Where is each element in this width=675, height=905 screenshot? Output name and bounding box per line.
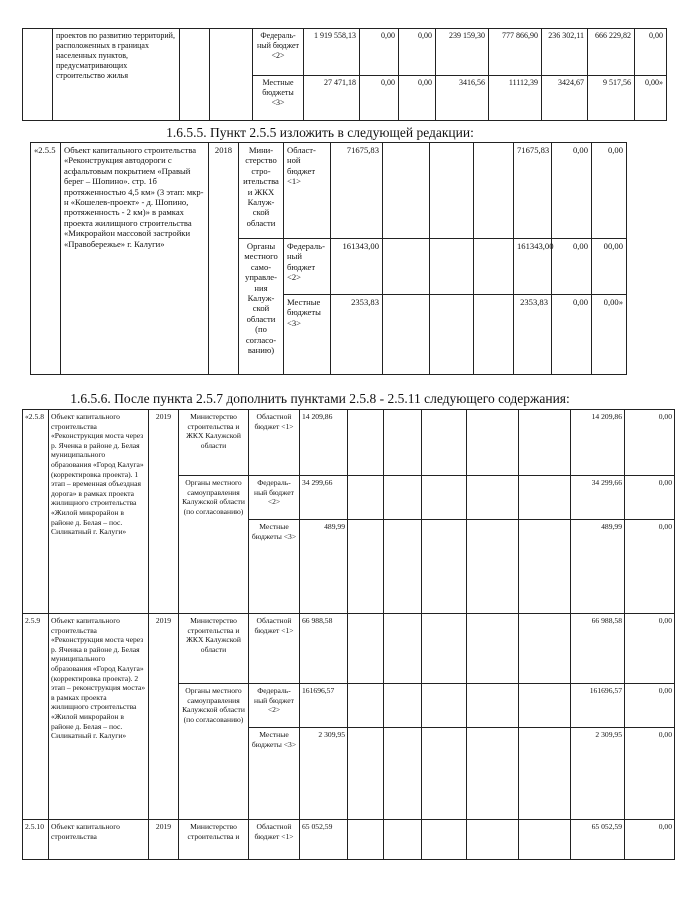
executor-cell: Министерство строительства и ЖКХ Калужской области xyxy=(179,410,249,476)
object-name-cell: проектов по развитию территорий, расположенных в границах населенных пунктов, предусматривающих строительство жилья xyxy=(53,29,180,121)
value-cell: 0,00 xyxy=(625,614,675,684)
value-cell: 0,00 xyxy=(625,410,675,476)
empty-cell xyxy=(180,29,210,121)
value-cell: 0,00 xyxy=(625,728,675,820)
item-number: «2.5.8 xyxy=(23,410,49,614)
value-cell: 161696,57 xyxy=(571,684,625,728)
value-cell: 489,99 xyxy=(571,520,625,614)
source-cell: Местные бюджеты <3> xyxy=(249,520,300,614)
source-cell: Местные бюджеты <3> xyxy=(253,76,304,121)
empty-cell xyxy=(422,728,467,820)
empty-cell xyxy=(384,728,422,820)
section-heading-1: 1.6.5.5. Пункт 2.5.5 изложить в следующей редакции: xyxy=(166,125,474,140)
value-cell: 11112,39 xyxy=(489,76,542,121)
total-cell: 2353,83 xyxy=(331,295,383,375)
value-cell: 0,00 xyxy=(552,295,592,375)
executor-cell: Министерство строительства и xyxy=(179,820,249,860)
value-cell: 0,00 xyxy=(399,76,436,121)
empty-cell xyxy=(383,143,430,239)
empty-cell xyxy=(519,820,571,860)
empty-cell xyxy=(422,684,467,728)
empty-cell xyxy=(467,820,519,860)
empty-cell xyxy=(384,684,422,728)
empty-cell xyxy=(519,684,571,728)
value-cell: 0,00 xyxy=(360,29,399,76)
total-cell: 65 052,59 xyxy=(300,820,348,860)
empty-cell xyxy=(348,476,384,520)
empty-cell xyxy=(430,143,474,239)
source-cell: Федераль-ный бюджет <2> xyxy=(249,476,300,520)
value-cell: 0,00 xyxy=(625,684,675,728)
value-cell: 3424,67 xyxy=(542,76,588,121)
value-cell: 2353,83 xyxy=(514,295,552,375)
empty-cell xyxy=(519,728,571,820)
executor-cell: Министерство строительства и ЖКХ Калужской области xyxy=(179,614,249,684)
item-number: 2.5.9 xyxy=(23,614,49,820)
object-name-cell: Объект капитального строительства «Реконструкция моста через р. Яченка в районе д. Белая муниципального образования «Город Калуга» (корректировка проекта). 1 этап – временная объездная дорога» в рамках проекта жилищного строительства «Жилой микрорайон в районе д. Белая – пос. Силикатный г. Калуги» xyxy=(49,410,149,614)
table-items-2-5-8-to-2-5-10 xyxy=(22,409,675,860)
empty-cell xyxy=(348,728,384,820)
value-cell: 0,00 xyxy=(635,29,667,76)
source-cell: Местные бюджеты <3> xyxy=(284,295,331,375)
empty-cell xyxy=(348,520,384,614)
value-cell: 0,00 xyxy=(625,476,675,520)
executor-cell: Органы местного самоуправления Калужской области (по согласованию) xyxy=(179,684,249,820)
year-cell: 2019 xyxy=(149,614,179,820)
object-name-cell: Объект капитального строительства «Реконструкция моста через р. Яченка в районе д. Белая муниципального образования «Город Калуга» (корректировка проекта). 2 этап – реконструкция моста» в рамках проекта жилищного строительства «Жилой микрорайон в районе д. Белая – пос. Силикатный г. Калуги» xyxy=(49,614,149,820)
value-cell: 66 988,58 xyxy=(571,614,625,684)
empty-cell xyxy=(384,520,422,614)
year-cell: 2018 xyxy=(209,143,239,375)
source-cell: Област-ной бюджет <1> xyxy=(284,143,331,239)
object-name-cell: Объект капитального строительства «Реконструкция автодороги с асфальтовым покрытием «Правый берег – Шопино». стр. 1б протяженностью 4,5 км» (3 этап: мкр-н «Кошелев-проект» - д. Шопино, протяженность - 2 км)» в рамках проекта жилищного строительства «Микрорайон массовой застройки «Правобережье» г. Калуги» xyxy=(61,143,209,375)
top-table xyxy=(22,28,667,121)
empty-cell xyxy=(467,728,519,820)
source-cell: Областной бюджет <1> xyxy=(249,410,300,476)
year-cell: 2019 xyxy=(149,410,179,614)
empty-cell xyxy=(348,410,384,476)
empty-cell xyxy=(519,410,571,476)
empty-cell xyxy=(23,29,53,121)
empty-cell xyxy=(384,614,422,684)
empty-cell xyxy=(467,476,519,520)
empty-cell xyxy=(422,476,467,520)
value-cell: 0,00» xyxy=(635,76,667,121)
empty-cell xyxy=(467,614,519,684)
total-cell: 66 988,58 xyxy=(300,614,348,684)
table-item-2-5-5 xyxy=(30,142,627,375)
empty-cell xyxy=(348,614,384,684)
empty-cell xyxy=(384,476,422,520)
value-cell: 0,00 xyxy=(625,820,675,860)
year-cell: 2019 xyxy=(149,820,179,860)
item-number: 2.5.10 xyxy=(23,820,49,860)
empty-cell xyxy=(430,239,474,295)
value-cell: 9 517,56 xyxy=(588,76,635,121)
source-cell: Федераль-ный бюджет <2> xyxy=(249,684,300,728)
total-cell: 71675,83 xyxy=(331,143,383,239)
value-cell: 777 866,90 xyxy=(489,29,542,76)
total-cell: 161696,57 xyxy=(300,684,348,728)
empty-cell xyxy=(422,820,467,860)
source-cell: Федераль-ный бюджет <2> xyxy=(284,239,331,295)
value-cell: 71675,83 xyxy=(514,143,552,239)
total-cell: 14 209,86 xyxy=(300,410,348,476)
value-cell: 666 229,82 xyxy=(588,29,635,76)
source-cell: Областной бюджет <1> xyxy=(249,820,300,860)
value-cell: 1 919 558,13 xyxy=(304,29,360,76)
executor-cell: Мини-стерство стро-ительства и ЖКХ Калуж-ской области xyxy=(239,143,284,239)
empty-cell xyxy=(474,239,514,295)
empty-cell xyxy=(467,684,519,728)
value-cell: 236 302,11 xyxy=(542,29,588,76)
empty-cell xyxy=(519,476,571,520)
empty-cell xyxy=(430,295,474,375)
empty-cell xyxy=(348,684,384,728)
empty-cell xyxy=(474,295,514,375)
empty-cell xyxy=(422,410,467,476)
value-cell: 65 052,59 xyxy=(571,820,625,860)
total-cell: 489,99 xyxy=(300,520,348,614)
empty-cell xyxy=(383,295,430,375)
empty-cell xyxy=(474,143,514,239)
empty-cell xyxy=(348,820,384,860)
empty-cell xyxy=(422,520,467,614)
value-cell: 34 299,66 xyxy=(571,476,625,520)
value-cell: 0,00 xyxy=(399,29,436,76)
empty-cell xyxy=(467,520,519,614)
executor-cell: Органы местного само-управле-ния Калуж-ской области (по согласо-ванию) xyxy=(239,239,284,375)
source-cell: Местные бюджеты <3> xyxy=(249,728,300,820)
empty-cell xyxy=(210,29,253,121)
total-cell: 161343,00 xyxy=(331,239,383,295)
value-cell: 0,00» xyxy=(592,295,627,375)
value-cell: 0,00 xyxy=(625,520,675,614)
source-cell: Областной бюджет <1> xyxy=(249,614,300,684)
empty-cell xyxy=(467,410,519,476)
total-cell: 34 299,66 xyxy=(300,476,348,520)
value-cell: 2 309,95 xyxy=(571,728,625,820)
value-cell: 0,00 xyxy=(360,76,399,121)
empty-cell xyxy=(384,410,422,476)
source-cell: Федераль-ный бюджет <2> xyxy=(253,29,304,76)
value-cell: 239 159,30 xyxy=(436,29,489,76)
empty-cell xyxy=(383,239,430,295)
empty-cell xyxy=(519,614,571,684)
total-cell: 2 309,95 xyxy=(300,728,348,820)
item-number: «2.5.5 xyxy=(31,143,61,375)
empty-cell xyxy=(384,820,422,860)
value-cell: 27 471,18 xyxy=(304,76,360,121)
value-cell: 0,00 xyxy=(592,143,627,239)
value-cell: 00,00 xyxy=(592,239,627,295)
value-cell: 0,00 xyxy=(552,143,592,239)
value-cell: 14 209,86 xyxy=(571,410,625,476)
value-cell: 3416,56 xyxy=(436,76,489,121)
section-heading-2: 1.6.5.6. После пункта 2.5.7 дополнить пунктами 2.5.8 - 2.5.11 следующего содержания: xyxy=(70,391,570,406)
executor-cell: Органы местного самоуправления Калужской области (по согласованию) xyxy=(179,476,249,614)
object-name-cell: Объект капитального строительства xyxy=(49,820,149,860)
value-cell: 161343,00 xyxy=(514,239,552,295)
empty-cell xyxy=(422,614,467,684)
value-cell: 0,00 xyxy=(552,239,592,295)
empty-cell xyxy=(519,520,571,614)
